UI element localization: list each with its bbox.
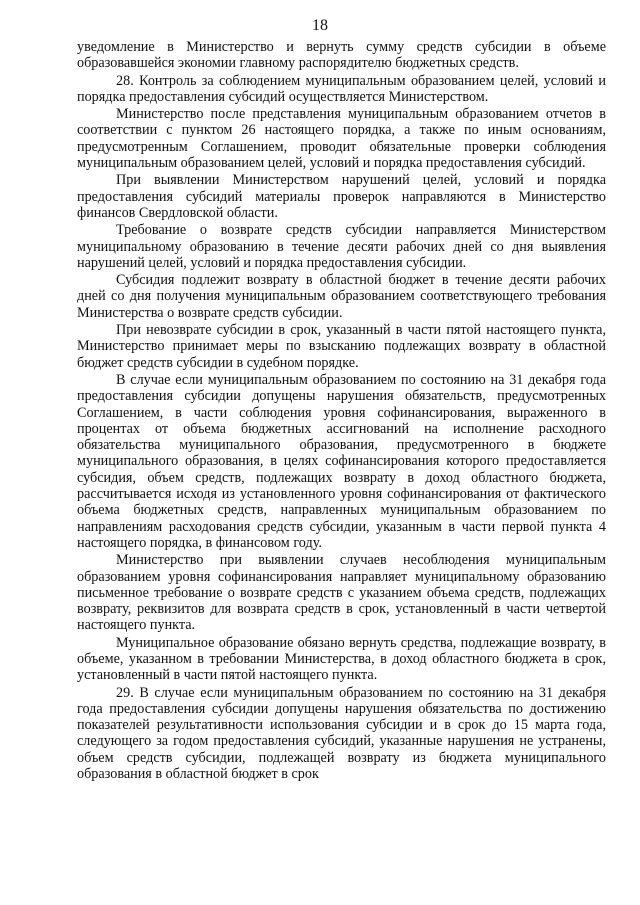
paragraph-refund-demand: Требование о возврате средств субсидии направляется Министерством муниципальному образованию в течение десяти рабочих дней со дня выявления нарушений целей, условий и порядка предоставления субсидии. bbox=[77, 222, 606, 271]
paragraph-written-demand: Министерство при выявлении случаев несоблюдения муниципальным образованием уровня софинансирования направляет муниципальному образованию письменное требование о возврате средств с указанием объема средств, подлежащих возврату, реквизитов для возврата средств в срок, установленный в части четвертой настоящего пункта. bbox=[77, 552, 606, 634]
paragraph-continuation: уведомление в Министерство и вернуть сумму средств субсидии в объеме образовавшейся экономии главному распорядителю бюджетных средств. bbox=[77, 39, 606, 72]
page-number: 18 bbox=[312, 17, 328, 34]
paragraph-obligation-return: Муниципальное образование обязано вернуть средства, подлежащие возврату, в объеме, указанном в требовании Министерства, в доход областного бюджета в срок, установленный в части пятой настоящего пункта. bbox=[77, 634, 606, 684]
paragraph-item-28: 28. Контроль за соблюдением муниципальным образованием целей, условий и порядка предоставления субсидий осуществляется Министерством. bbox=[77, 72, 606, 105]
paragraph-refund-deadline: Субсидия подлежит возврату в областной бюджет в течение десяти рабочих дней со дня получения муниципальным образованием соответствующего требования Министерства о возврате средств субсидии. bbox=[77, 272, 606, 321]
paragraph-cofinancing-violation: В случае если муниципальным образованием по состоянию на 31 декабря года предоставления субсидии допущены нарушения обязательств, предусмотренных Соглашением, в части соблюдения уровня софинансирования, выраженного в процентах от объема бюджетных ассигнований на исполнение расходного обязательства муниципального образования, предусмотренного в бюджете муниципального образования, в целях софинансирования которого предоставляется субсидия, объем средств, подлежащих возврату в доход областного бюджета, рассчитывается исходя из установленного уровня софинансирования от фактического объема бюджетных средств, направленных муниципальным образованием по направлениям расходования средств субсидии, указанным в части первой пункта 4 настоящего порядка, в финансовом году. bbox=[77, 371, 606, 551]
document-body bbox=[77, 39, 606, 783]
paragraph-violations-materials: При выявлении Министерством нарушений целей, условий и порядка предоставления субсидий материалы проверок направляются в Министерство финансов Свердловской области. bbox=[77, 172, 606, 221]
paragraph-item-29: 29. В случае если муниципальным образованием по состоянию на 31 декабря года предоставления субсидии допущены нарушения обязательства по достижению показателей результативности использования субсидии и в срок до 15 марта года, следующего за годом предоставления субсидий, указанные нарушения не устранены, объем средств субсидии, подлежащей возврату из бюджета муниципального образования в областной бюджет в срок bbox=[77, 684, 606, 783]
paragraph-inspections: Министерство после представления муниципальным образованием отчетов в соответствии с пунктом 26 настоящего порядка, а также по иным основаниям, предусмотренным Соглашением, проводит обязательные проверки соблюдения муниципальным образованием целей, условий и порядка предоставления субсидий. bbox=[77, 106, 606, 172]
paragraph-court-recovery: При невозврате субсидии в срок, указанный в части пятой настоящего пункта, Министерство принимает меры по взысканию подлежащих возврату в областной бюджет средств субсидии в судебном порядке. bbox=[77, 322, 606, 371]
